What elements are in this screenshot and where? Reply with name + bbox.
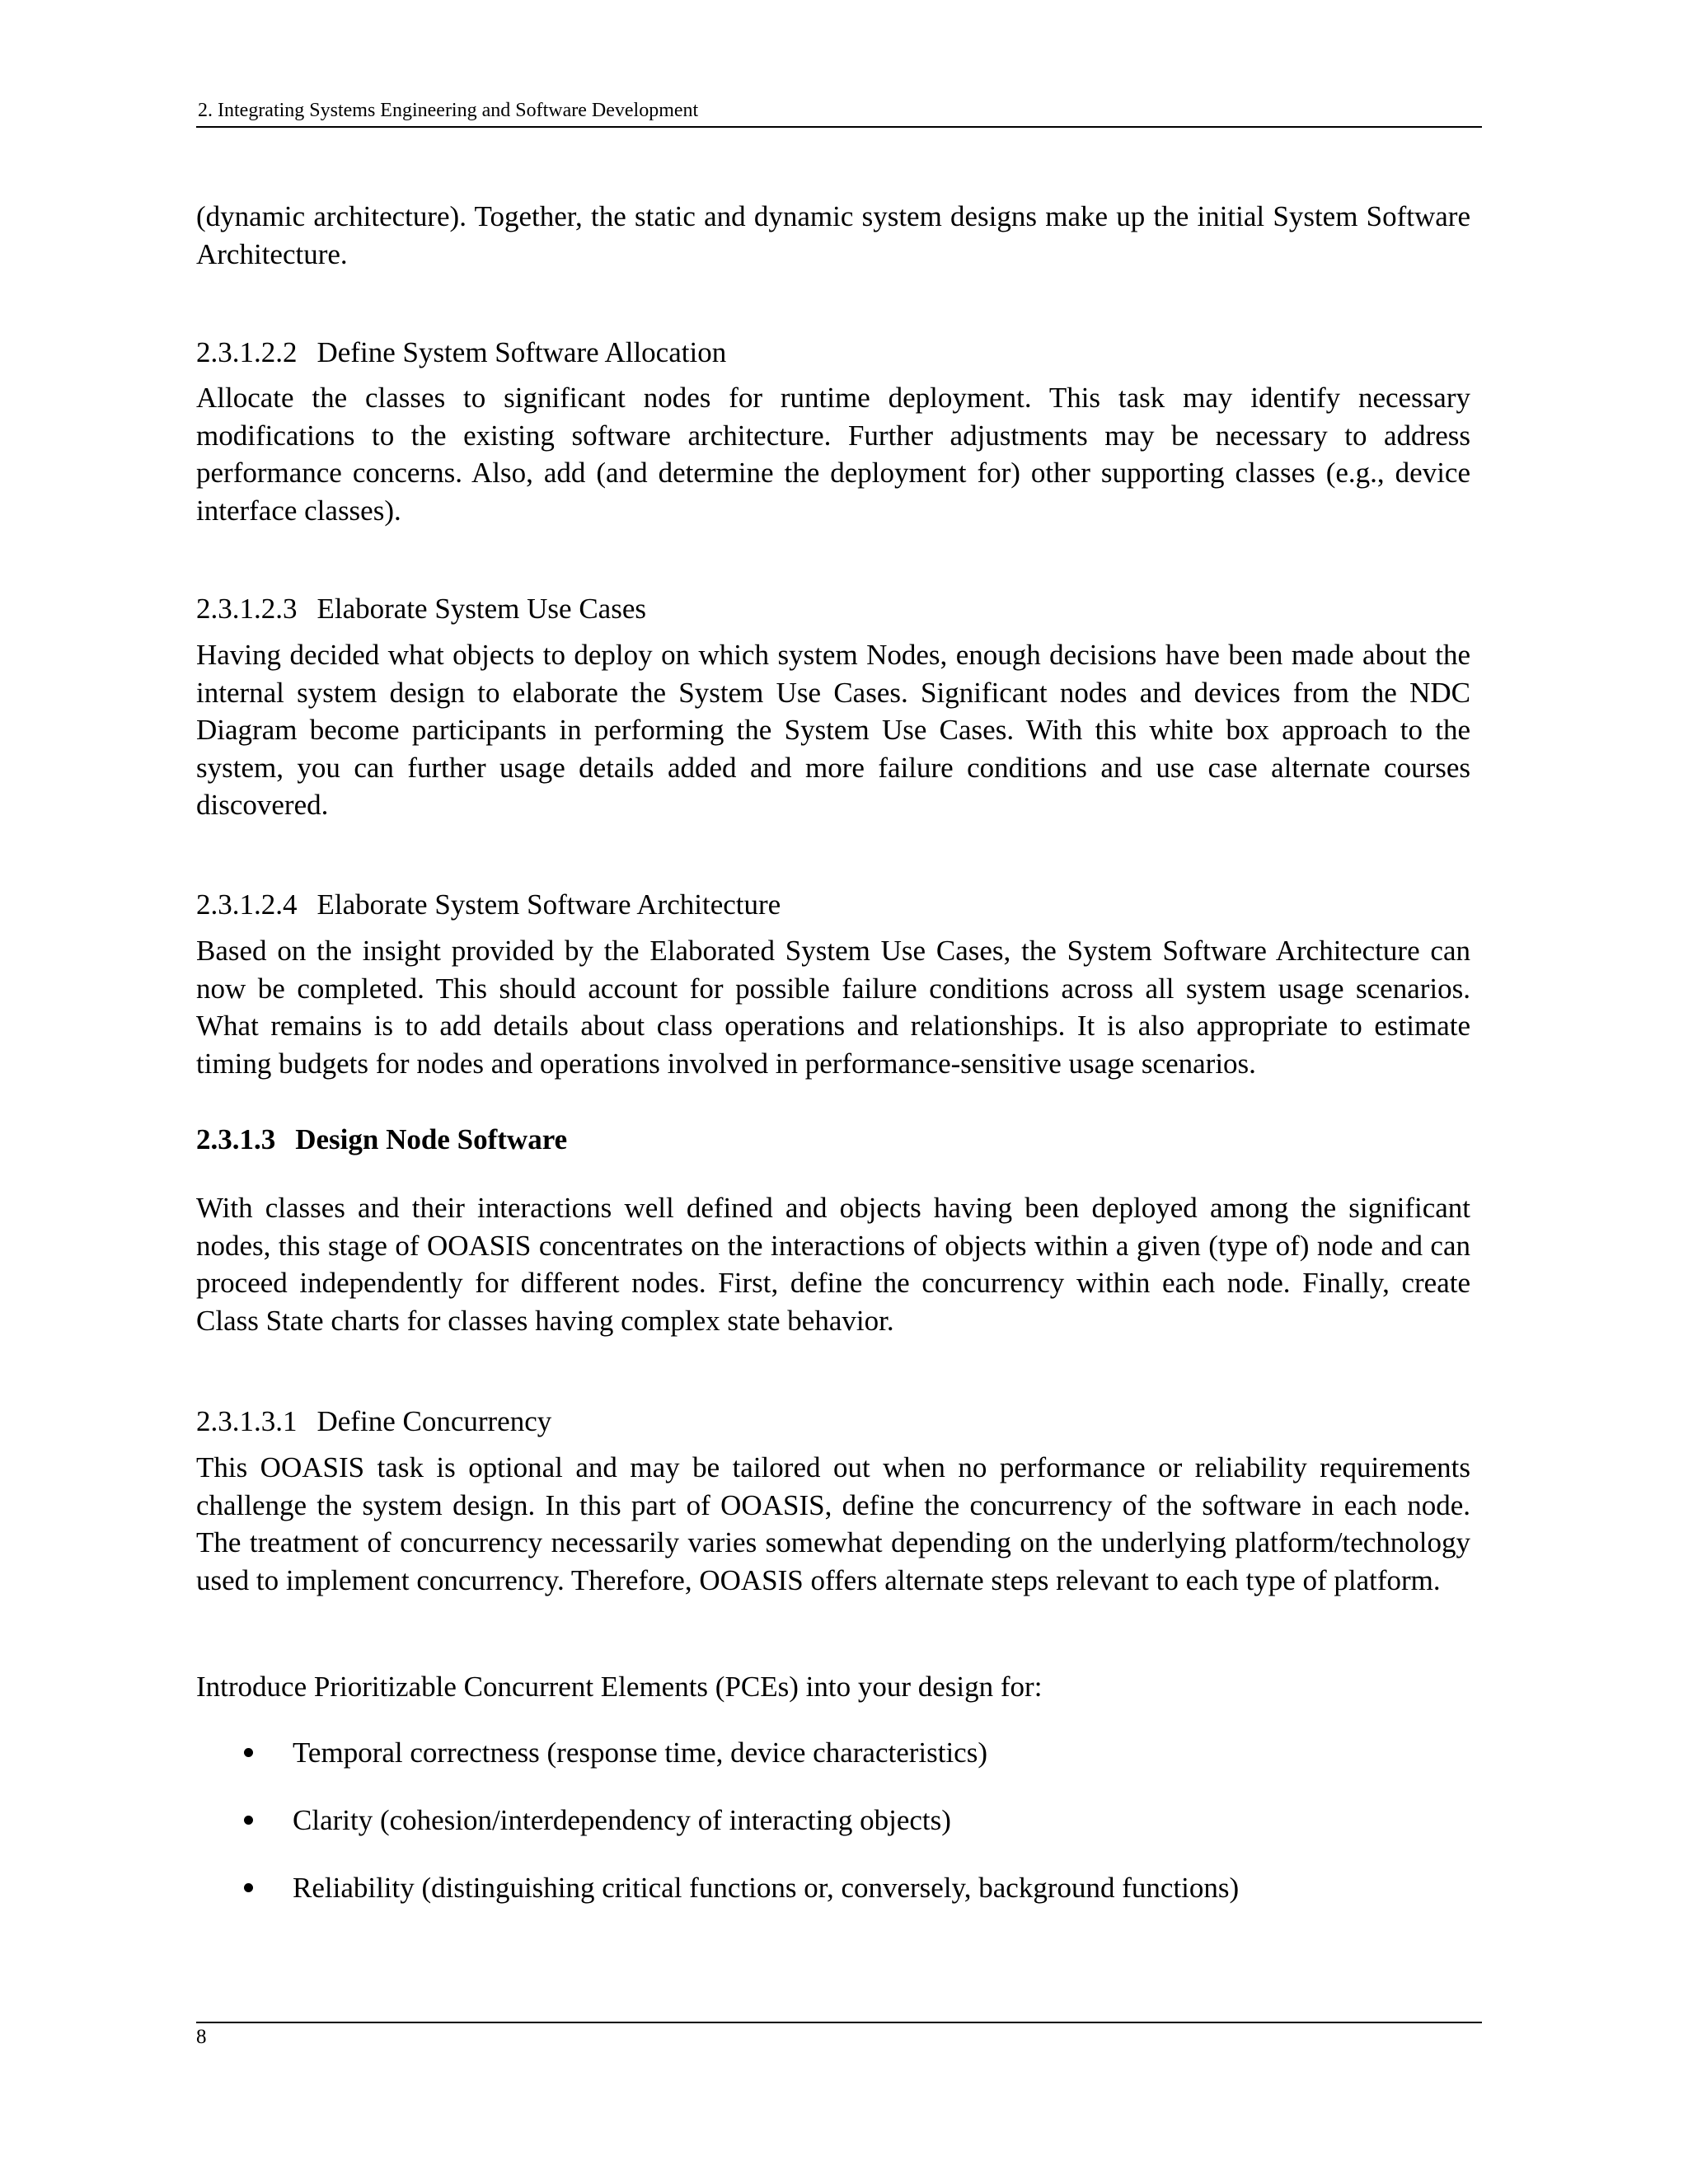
list-item-text: Temporal correctness (response time, device characteristics) [293, 1736, 987, 1769]
section-heading-2-3-1-2-2 [196, 334, 1470, 372]
section-paragraph-use-cases: Having decided what objects to deploy on which system Nodes, enough decisions have been made about the internal system design to elaborate the System Use Cases. Significant nodes and devices from the NDC Diagram become participants in performing the System Use Cases. With this white box approach to the system, you can further usage details added and more failure conditions and use case alternate courses discovered. [196, 639, 1470, 821]
list-item-text: Reliability (distinguishing critical functions or, conversely, background functions) [293, 1872, 1240, 1904]
running-header: 2. Integrating Systems Engineering and Software Development [198, 100, 699, 121]
section-heading-2-3-1-2-4 [196, 886, 1470, 924]
section-number: 2.3.1.3.1 [196, 1405, 298, 1437]
footer-rule [196, 2022, 1482, 2023]
section-number: 2.3.1.2.4 [196, 888, 298, 921]
section-title: Elaborate System Software Architecture [316, 888, 781, 921]
section-title: Define System Software Allocation [316, 336, 727, 368]
list-item-text: Clarity (cohesion/interdependency of interacting objects) [293, 1804, 951, 1836]
section-heading-2-3-1-3 [196, 1121, 1470, 1159]
section-number: 2.3.1.2.3 [196, 593, 298, 625]
intro-paragraph: (dynamic architecture). Together, the static and dynamic system designs make up the initial System Software Architecture. [196, 200, 1470, 270]
section-title: Define Concurrency [316, 1405, 552, 1437]
list-intro: Introduce Prioritizable Concurrent Elements (PCEs) into your design for: [196, 1671, 1043, 1703]
section-heading-2-3-1-3-1 [196, 1403, 1470, 1441]
page-number: 8 [196, 2026, 207, 2048]
section-number: 2.3.1.3 [196, 1123, 276, 1155]
section-paragraph-node-software: With classes and their interactions well defined and objects having been deployed among the significant nodes, this stage of OOASIS concentrates on the interactions of objects within a given (type of) node and can proceed independently for different nodes. First, define the concurrency within each node. Finally, create Class State charts for classes having complex state behavior. [196, 1192, 1470, 1337]
section-paragraph-architecture: Based on the insight provided by the Elaborated System Use Cases, the System Software Architecture can now be completed. This should account for possible failure conditions across all system usage scenarios. What remains is to add details about class operations and relationships. It is also appropriate to estimate timing budgets for nodes and operations involved in performance-sensitive usage scenarios. [196, 935, 1470, 1080]
section-heading-2-3-1-2-3 [196, 590, 1470, 628]
section-paragraph-allocation: Allocate the classes to significant nodes for runtime deployment. This task may identify necessary modifications to the existing software architecture. Further adjustments may be necessary to address performance concerns. Also, add (and determine the deployment for) other supporting classes (e.g., device interface classes). [196, 382, 1470, 527]
header-rule [196, 126, 1482, 128]
section-title: Elaborate System Use Cases [316, 593, 646, 625]
section-title: Design Node Software [295, 1123, 568, 1155]
section-number: 2.3.1.2.2 [196, 336, 298, 368]
section-paragraph-concurrency: This OOASIS task is optional and may be tailored out when no performance or reliability requirements challenge the system design. In this part of OOASIS, define the concurrency of the software in each node. The treatment of concurrency necessarily varies somewhat depending on the underlying platform/technology used to implement concurrency. Therefore, OOASIS offers alternate steps relevant to each type of platform. [196, 1451, 1470, 1596]
